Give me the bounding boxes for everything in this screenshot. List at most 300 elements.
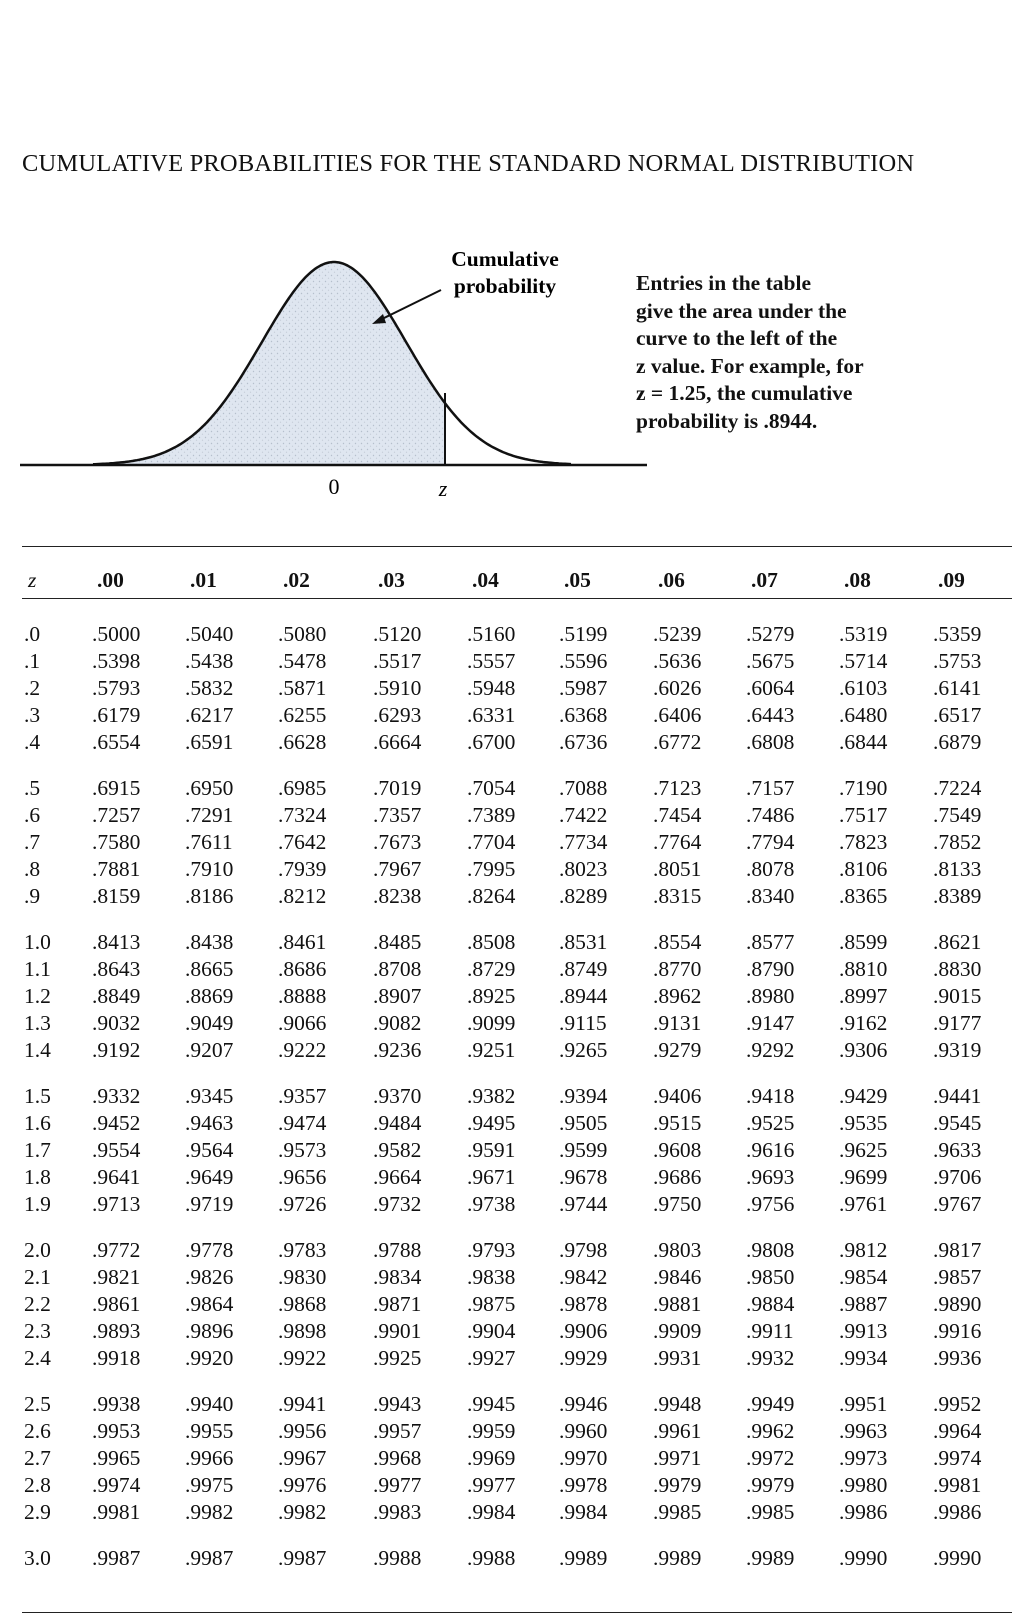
table-cell: .9649 (185, 1164, 234, 1189)
table-cell: .9808 (746, 1238, 795, 1262)
table-cell: .9664 (373, 1164, 422, 1189)
table-bottom-rule (22, 1612, 1012, 1613)
table-cell: .9979 (746, 1472, 795, 1497)
table-cell: .6026 (653, 675, 702, 700)
table-cell: .9966 (185, 1445, 234, 1470)
table-cell: .9015 (933, 983, 982, 1008)
table-cell: .9564 (185, 1137, 234, 1162)
table-cell: .8849 (92, 983, 141, 1008)
table-cell: .7054 (467, 776, 516, 800)
table-cell: .9251 (467, 1037, 516, 1062)
table-cell: .8944 (559, 983, 608, 1008)
table-cell: .9678 (559, 1164, 608, 1189)
table-cell: .9987 (278, 1546, 327, 1570)
table-cell: .9817 (933, 1238, 982, 1262)
table-cell: .6808 (746, 729, 795, 754)
table-header-row (0, 568, 1030, 598)
table-cell: .5987 (559, 675, 608, 700)
row-z-value: 2.1 (24, 1264, 51, 1289)
table-cell: .7357 (373, 802, 422, 827)
table-cell: .9989 (559, 1546, 608, 1570)
pointer-arrow (378, 290, 441, 321)
table-cell: .5753 (933, 648, 982, 673)
row-z-value: 1.7 (24, 1137, 51, 1162)
table-cell: .8365 (839, 883, 888, 908)
table-cell: .8023 (559, 856, 608, 881)
table-cell: .9931 (653, 1345, 702, 1370)
table-cell: .9982 (278, 1499, 327, 1524)
table-cell: .9803 (653, 1238, 702, 1262)
table-cell: .7190 (839, 776, 888, 800)
table-cell: .9987 (185, 1546, 234, 1570)
table-cell: .5279 (746, 622, 795, 646)
table-cell: .8686 (278, 956, 327, 981)
table-cell: .7389 (467, 802, 516, 827)
table-cell: .9989 (653, 1546, 702, 1570)
table-cell: .9982 (185, 1499, 234, 1524)
table-cell: .9732 (373, 1191, 422, 1216)
cumulative-label-line2: probability (453, 274, 557, 298)
table-cell: .6141 (933, 675, 982, 700)
table-cell: .9693 (746, 1164, 795, 1189)
table-cell: .8212 (278, 883, 327, 908)
table-cell: .9945 (467, 1392, 516, 1416)
table-cell: .9850 (746, 1264, 795, 1289)
table-cell: .6293 (373, 702, 422, 727)
table-cell: .9744 (559, 1191, 608, 1216)
table-cell: .8289 (559, 883, 608, 908)
table-cell: .8790 (746, 956, 795, 981)
table-cell: .8078 (746, 856, 795, 881)
table-cell: .9738 (467, 1191, 516, 1216)
column-header: .01 (190, 568, 217, 592)
table-cell: .9984 (559, 1499, 608, 1524)
table-cell: .9988 (467, 1546, 516, 1570)
table-cell: .8643 (92, 956, 141, 981)
table-cell: .9591 (467, 1137, 516, 1162)
table-cell: .9719 (185, 1191, 234, 1216)
row-z-value: 2.9 (24, 1499, 51, 1524)
table-cell: .9943 (373, 1392, 422, 1416)
table-cell: .6064 (746, 675, 795, 700)
table-cell: .6772 (653, 729, 702, 754)
table-cell: .9940 (185, 1392, 234, 1416)
row-z-value: .0 (24, 622, 41, 646)
row-z-value: .3 (24, 702, 41, 727)
table-cell: .9985 (653, 1499, 702, 1524)
table-cell: .9967 (278, 1445, 327, 1470)
table-cell: .9830 (278, 1264, 327, 1289)
table-cell: .5319 (839, 622, 888, 646)
table-cell: .9236 (373, 1037, 422, 1062)
table-header-rule (22, 598, 1012, 599)
table-cell: .8869 (185, 983, 234, 1008)
table-cell: .8888 (278, 983, 327, 1008)
table-cell: .9838 (467, 1264, 516, 1289)
row-z-value: .7 (24, 829, 41, 854)
row-z-value: 3.0 (24, 1546, 51, 1570)
table-cell: .9973 (839, 1445, 888, 1470)
probability-table (0, 622, 1030, 1602)
table-cell: .5557 (467, 648, 516, 673)
table-cell: .9965 (92, 1445, 141, 1470)
table-cell: .9984 (467, 1499, 516, 1524)
table-cell: .6368 (559, 702, 608, 727)
table-cell: .6179 (92, 702, 141, 727)
column-header-z: z (28, 568, 37, 592)
table-cell: .6915 (92, 776, 141, 800)
table-cell: .9985 (746, 1499, 795, 1524)
row-z-value: .9 (24, 883, 41, 908)
table-cell: .9633 (933, 1137, 982, 1162)
table-cell: .9864 (185, 1291, 234, 1316)
table-cell: .6879 (933, 729, 982, 754)
table-cell: .8770 (653, 956, 702, 981)
table-cell: .5239 (653, 622, 702, 646)
table-cell: .9177 (933, 1010, 982, 1035)
table-cell: .9962 (746, 1418, 795, 1443)
table-cell: .5948 (467, 675, 516, 700)
row-z-value: 1.0 (24, 930, 51, 954)
table-cell: .9934 (839, 1345, 888, 1370)
table-cell: .9474 (278, 1110, 327, 1135)
table-cell: .9147 (746, 1010, 795, 1035)
column-header: .09 (938, 568, 965, 592)
table-cell: .8106 (839, 856, 888, 881)
table-cell: .8159 (92, 883, 141, 908)
table-cell: .8577 (746, 930, 795, 954)
row-z-value: 2.8 (24, 1472, 51, 1497)
table-cell: .7088 (559, 776, 608, 800)
table-cell: .9772 (92, 1238, 141, 1262)
table-cell: .9920 (185, 1345, 234, 1370)
table-cell: .8665 (185, 956, 234, 981)
table-cell: .9599 (559, 1137, 608, 1162)
table-cell: .9977 (467, 1472, 516, 1497)
column-header: .06 (658, 568, 685, 592)
table-cell: .9896 (185, 1318, 234, 1343)
table-cell: .8238 (373, 883, 422, 908)
table-cell: .9357 (278, 1084, 327, 1108)
table-cell: .9956 (278, 1418, 327, 1443)
caption-line: z = 1.25, the cumulative (636, 381, 853, 405)
table-cell: .9968 (373, 1445, 422, 1470)
table-cell: .9131 (653, 1010, 702, 1035)
table-cell: .9916 (933, 1318, 982, 1343)
row-z-value: 1.5 (24, 1084, 51, 1108)
table-cell: .5359 (933, 622, 982, 646)
table-cell: .9582 (373, 1137, 422, 1162)
table-top-rule (22, 546, 1012, 547)
table-cell: .6331 (467, 702, 516, 727)
table-cell: .9960 (559, 1418, 608, 1443)
column-header: .00 (97, 568, 124, 592)
table-cell: .9925 (373, 1345, 422, 1370)
row-z-value: 1.6 (24, 1110, 51, 1135)
table-cell: .9951 (839, 1392, 888, 1416)
table-cell: .5000 (92, 622, 141, 646)
table-cell: .9922 (278, 1345, 327, 1370)
table-cell: .9989 (746, 1546, 795, 1570)
table-cell: .9292 (746, 1037, 795, 1062)
table-cell: .9625 (839, 1137, 888, 1162)
table-cell: .9975 (185, 1472, 234, 1497)
table-cell: .8508 (467, 930, 516, 954)
table-cell: .6255 (278, 702, 327, 727)
table-cell: .9821 (92, 1264, 141, 1289)
cumulative-label-line1: Cumulative (451, 247, 559, 271)
table-cell: .7019 (373, 776, 422, 800)
table-cell: .9957 (373, 1418, 422, 1443)
table-cell: .9977 (373, 1472, 422, 1497)
table-cell: .9964 (933, 1418, 982, 1443)
table-cell: .8962 (653, 983, 702, 1008)
table-cell: .7549 (933, 802, 982, 827)
table-cell: .7995 (467, 856, 516, 881)
table-cell: .8413 (92, 930, 141, 954)
table-cell: .9826 (185, 1264, 234, 1289)
column-header: .07 (751, 568, 778, 592)
table-cell: .9981 (933, 1472, 982, 1497)
table-cell: .9884 (746, 1291, 795, 1316)
table-cell: .9207 (185, 1037, 234, 1062)
table-cell: .9929 (559, 1345, 608, 1370)
row-z-value: .8 (24, 856, 41, 881)
row-z-value: 2.0 (24, 1238, 51, 1262)
table-cell: .7580 (92, 829, 141, 854)
table-cell: .9971 (653, 1445, 702, 1470)
row-z-value: 2.5 (24, 1392, 51, 1416)
table-cell: .5080 (278, 622, 327, 646)
table-cell: .9990 (933, 1546, 982, 1570)
table-cell: .7422 (559, 802, 608, 827)
table-cell: .9495 (467, 1110, 516, 1135)
table-cell: .6217 (185, 702, 234, 727)
table-cell: .9913 (839, 1318, 888, 1343)
row-z-value: .2 (24, 675, 41, 700)
table-cell: .9463 (185, 1110, 234, 1135)
table-cell: .9941 (278, 1392, 327, 1416)
table-cell: .9441 (933, 1084, 982, 1108)
table-cell: .9394 (559, 1084, 608, 1108)
table-cell: .8186 (185, 883, 234, 908)
caption-line: curve to the left of the (636, 326, 838, 350)
table-cell: .7734 (559, 829, 608, 854)
table-cell: .9032 (92, 1010, 141, 1035)
table-cell: .9099 (467, 1010, 516, 1035)
table-cell: .7910 (185, 856, 234, 881)
table-cell: .8264 (467, 883, 516, 908)
table-cell: .9983 (373, 1499, 422, 1524)
table-cell: .9948 (653, 1392, 702, 1416)
table-cell: .9192 (92, 1037, 141, 1062)
caption-line: give the area under the (636, 298, 847, 323)
table-cell: .5636 (653, 648, 702, 673)
table-cell: .7257 (92, 802, 141, 827)
table-cell: .7123 (653, 776, 702, 800)
table-cell: .9854 (839, 1264, 888, 1289)
table-cell: .9846 (653, 1264, 702, 1289)
row-z-value: 2.6 (24, 1418, 51, 1443)
table-cell: .8133 (933, 856, 982, 881)
table-cell: .5871 (278, 675, 327, 700)
table-cell: .9949 (746, 1392, 795, 1416)
table-cell: .5199 (559, 622, 608, 646)
table-cell: .8389 (933, 883, 982, 908)
table-cell: .9535 (839, 1110, 888, 1135)
table-cell: .9798 (559, 1238, 608, 1262)
table-cell: .9986 (933, 1499, 982, 1524)
table-cell: .6554 (92, 729, 141, 754)
table-cell: .9974 (92, 1472, 141, 1497)
table-cell: .9608 (653, 1137, 702, 1162)
table-cell: .6664 (373, 729, 422, 754)
table-cell: .9980 (839, 1472, 888, 1497)
table-cell: .9641 (92, 1164, 141, 1189)
table-cell: .9875 (467, 1291, 516, 1316)
page-title: CUMULATIVE PROBABILITIES FOR THE STANDARD NORMAL DISTRIBUTION (22, 150, 915, 177)
table-cell: .9861 (92, 1291, 141, 1316)
table-cell: .9767 (933, 1191, 982, 1216)
table-cell: .9279 (653, 1037, 702, 1062)
table-cell: .7764 (653, 829, 702, 854)
table-cell: .9963 (839, 1418, 888, 1443)
column-header: .08 (844, 568, 871, 592)
table-cell: .5714 (839, 648, 888, 673)
table-cell: .7611 (185, 829, 233, 854)
table-cell: .9713 (92, 1191, 141, 1216)
table-cell: .8438 (185, 930, 234, 954)
table-cell: .8051 (653, 856, 702, 881)
table-cell: .6103 (839, 675, 888, 700)
table-cell: .7794 (746, 829, 795, 854)
table-cell: .9986 (839, 1499, 888, 1524)
table-cell: .6628 (278, 729, 327, 754)
table-cell: .9545 (933, 1110, 982, 1135)
table-cell: .9332 (92, 1084, 141, 1108)
table-cell: .9265 (559, 1037, 608, 1062)
table-cell: .5596 (559, 648, 608, 673)
table-cell: .8907 (373, 983, 422, 1008)
table-cell: .6517 (933, 702, 982, 727)
table-cell: .7881 (92, 856, 141, 881)
table-cell: .5517 (373, 648, 422, 673)
table-cell: .8708 (373, 956, 422, 981)
table-cell: .5478 (278, 648, 327, 673)
table-cell: .6985 (278, 776, 327, 800)
column-header: .03 (378, 568, 405, 592)
table-cell: .7823 (839, 829, 888, 854)
table-cell: .9788 (373, 1238, 422, 1262)
table-cell: .9726 (278, 1191, 327, 1216)
table-cell: .9890 (933, 1291, 982, 1316)
table-cell: .9842 (559, 1264, 608, 1289)
table-cell: .8315 (653, 883, 702, 908)
table-cell: .9345 (185, 1084, 234, 1108)
table-cell: .8621 (933, 930, 982, 954)
table-cell: .8830 (933, 956, 982, 981)
table-cell: .9987 (92, 1546, 141, 1570)
table-cell: .9969 (467, 1445, 516, 1470)
table-cell: .9887 (839, 1291, 888, 1316)
row-z-value: 1.2 (24, 983, 51, 1008)
table-cell: .7704 (467, 829, 516, 854)
table-cell: .9525 (746, 1110, 795, 1135)
table-cell: .9961 (653, 1418, 702, 1443)
table-cell: .8485 (373, 930, 422, 954)
table-cell: .9953 (92, 1418, 141, 1443)
table-cell: .8997 (839, 983, 888, 1008)
table-cell: .7852 (933, 829, 982, 854)
table-cell: .9979 (653, 1472, 702, 1497)
table-cell: .7967 (373, 856, 422, 881)
table-cell: .9974 (933, 1445, 982, 1470)
table-cell: .6591 (185, 729, 234, 754)
table-cell: .9554 (92, 1137, 141, 1162)
table-cell: .9671 (467, 1164, 516, 1189)
table-cell: .8925 (467, 983, 516, 1008)
table-cell: .8980 (746, 983, 795, 1008)
row-z-value: .1 (24, 648, 41, 673)
column-header: .04 (472, 568, 499, 592)
table-cell: .9082 (373, 1010, 422, 1035)
table-cell: .9904 (467, 1318, 516, 1343)
table-cell: .9881 (653, 1291, 702, 1316)
table-cell: .9382 (467, 1084, 516, 1108)
table-cell: .6950 (185, 776, 234, 800)
table-cell: .9938 (92, 1392, 141, 1416)
table-cell: .6844 (839, 729, 888, 754)
table-cell: .9115 (559, 1010, 607, 1035)
row-z-value: .5 (24, 776, 41, 800)
table-cell: .9783 (278, 1238, 327, 1262)
table-cell: .9857 (933, 1264, 982, 1289)
table-cell: .9222 (278, 1037, 327, 1062)
table-cell: .7454 (653, 802, 702, 827)
table-cell: .9686 (653, 1164, 702, 1189)
table-cell: .9946 (559, 1392, 608, 1416)
table-cell: .5120 (373, 622, 422, 646)
table-cell: .6700 (467, 729, 516, 754)
table-cell: .9990 (839, 1546, 888, 1570)
table-cell: .9955 (185, 1418, 234, 1443)
table-cell: .9927 (467, 1345, 516, 1370)
table-cell: .9793 (467, 1238, 516, 1262)
table-cell: .9978 (559, 1472, 608, 1497)
table-cell: .9162 (839, 1010, 888, 1035)
table-cell: .6736 (559, 729, 608, 754)
table-cell: .9616 (746, 1137, 795, 1162)
table-cell: .9306 (839, 1037, 888, 1062)
table-cell: .7324 (278, 802, 327, 827)
table-cell: .9761 (839, 1191, 888, 1216)
row-z-value: 1.4 (24, 1037, 51, 1062)
row-z-value: 2.2 (24, 1291, 51, 1316)
table-cell: .9909 (653, 1318, 702, 1343)
table-cell: .7486 (746, 802, 795, 827)
row-z-value: 1.9 (24, 1191, 51, 1216)
table-cell: .5793 (92, 675, 141, 700)
axis-label-z: z (438, 476, 448, 501)
table-cell: .9812 (839, 1238, 888, 1262)
table-cell: .9906 (559, 1318, 608, 1343)
table-cell: .7157 (746, 776, 795, 800)
table-cell: .9976 (278, 1472, 327, 1497)
table-cell: .5040 (185, 622, 234, 646)
table-cell: .8340 (746, 883, 795, 908)
caption-line: probability is .8944. (636, 408, 818, 433)
row-z-value: 2.7 (24, 1445, 51, 1470)
